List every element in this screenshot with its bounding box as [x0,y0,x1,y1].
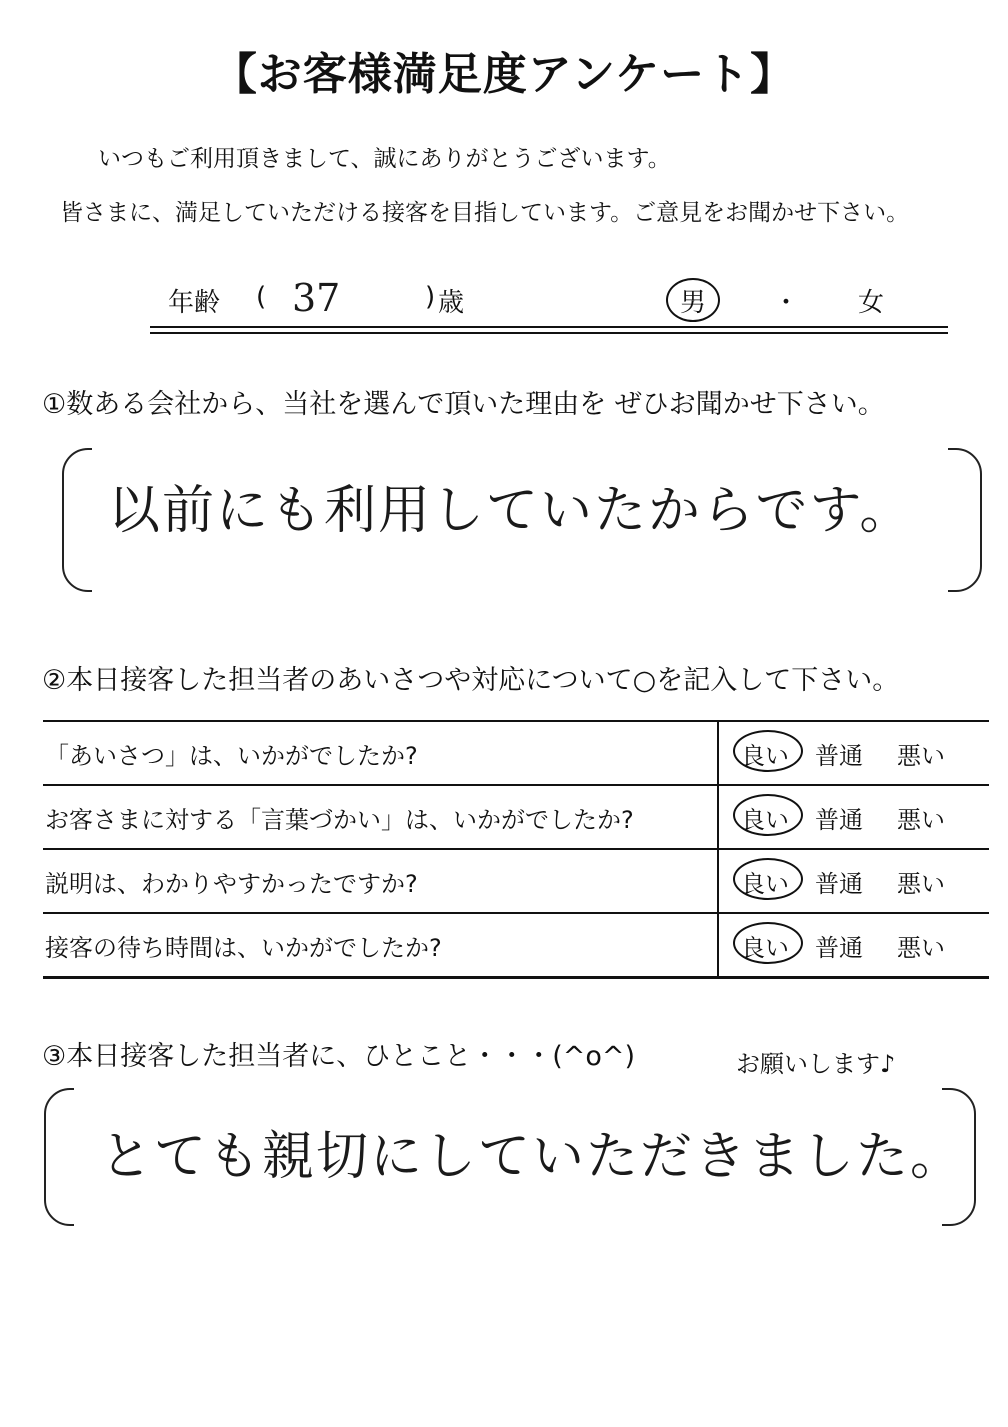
age-value[interactable]: 37 [292,276,341,320]
form-title: 【お客様満足度アンケート】 [212,49,796,100]
option-bad[interactable]: 悪い [897,805,945,834]
q3-answer-box[interactable] [44,1088,976,1228]
intro-line-1: いつもご利用頂きまして、誠にありがとうございます。 [98,146,671,172]
rating-question: 「あいさつ」は、いかがでしたか? [43,721,718,785]
option-bad[interactable]: 悪い [897,869,945,898]
option-normal[interactable]: 普通 [815,933,863,962]
table-row [43,913,989,978]
profile-underline [150,326,948,334]
option-normal[interactable]: 普通 [815,741,863,770]
option-good-label: 良い [741,933,789,962]
option-bad[interactable]: 悪い [897,933,945,962]
selected-circle-mark [733,858,803,900]
age-unit: 歳 [438,288,465,318]
option-bad[interactable]: 悪い [897,741,945,770]
option-good-label: 良い [741,741,789,770]
q3-question: ③本日接客した担当者に、ひとこと・・・(^o^) [42,1041,636,1072]
age-close-paren: ) [425,282,436,312]
q3-request-note: お願いします♪ [736,1050,896,1078]
option-good-label: 良い [741,869,789,898]
gender-separator: ・ [773,288,800,318]
option-good[interactable] [741,864,789,899]
table-row [43,721,989,785]
rating-options [718,721,989,785]
rating-question: お客さまに対する「言葉づかい」は、いかがでしたか? [43,785,718,849]
intro-line-2: 皆さまに、満足していただける接客を目指しています。ご意見をお聞かせ下さい。 [60,200,910,226]
q3-answer-text: とても親切にしていただきました。 [100,1127,965,1187]
rating-question: 接客の待ち時間は、いかがでしたか? [43,913,718,978]
selected-circle-mark [733,922,803,964]
age-open-paren: ( [256,282,267,312]
option-normal[interactable]: 普通 [815,805,863,834]
option-good-label: 良い [741,805,789,834]
rating-options [718,913,989,978]
selected-circle-mark [666,278,720,322]
option-good[interactable] [741,736,789,771]
rating-question: 説明は、わかりやすかったですか? [43,849,718,913]
gender-female-option[interactable]: 女 [858,288,885,318]
gender-male-label: 男 [680,288,707,318]
rating-options [718,785,989,849]
selected-circle-mark [733,794,803,836]
rating-options [718,849,989,913]
rating-table [43,720,989,979]
q2-question: ②本日接客した担当者のあいさつや対応について○を記入して下さい。 [42,665,900,696]
option-good[interactable] [741,800,789,835]
table-row [43,785,989,849]
option-good[interactable] [741,928,789,963]
age-label: 年齢 [168,288,221,318]
q1-question: ①数ある会社から、当社を選んで頂いた理由を ぜひお聞かせ下さい。 [42,389,885,420]
gender-male-option[interactable] [666,282,720,322]
q1-answer-box[interactable] [62,448,982,592]
q1-answer-text: 以前にも利用していたからです。 [108,481,914,541]
selected-circle-mark [733,730,803,772]
option-normal[interactable]: 普通 [815,869,863,898]
table-row [43,849,989,913]
